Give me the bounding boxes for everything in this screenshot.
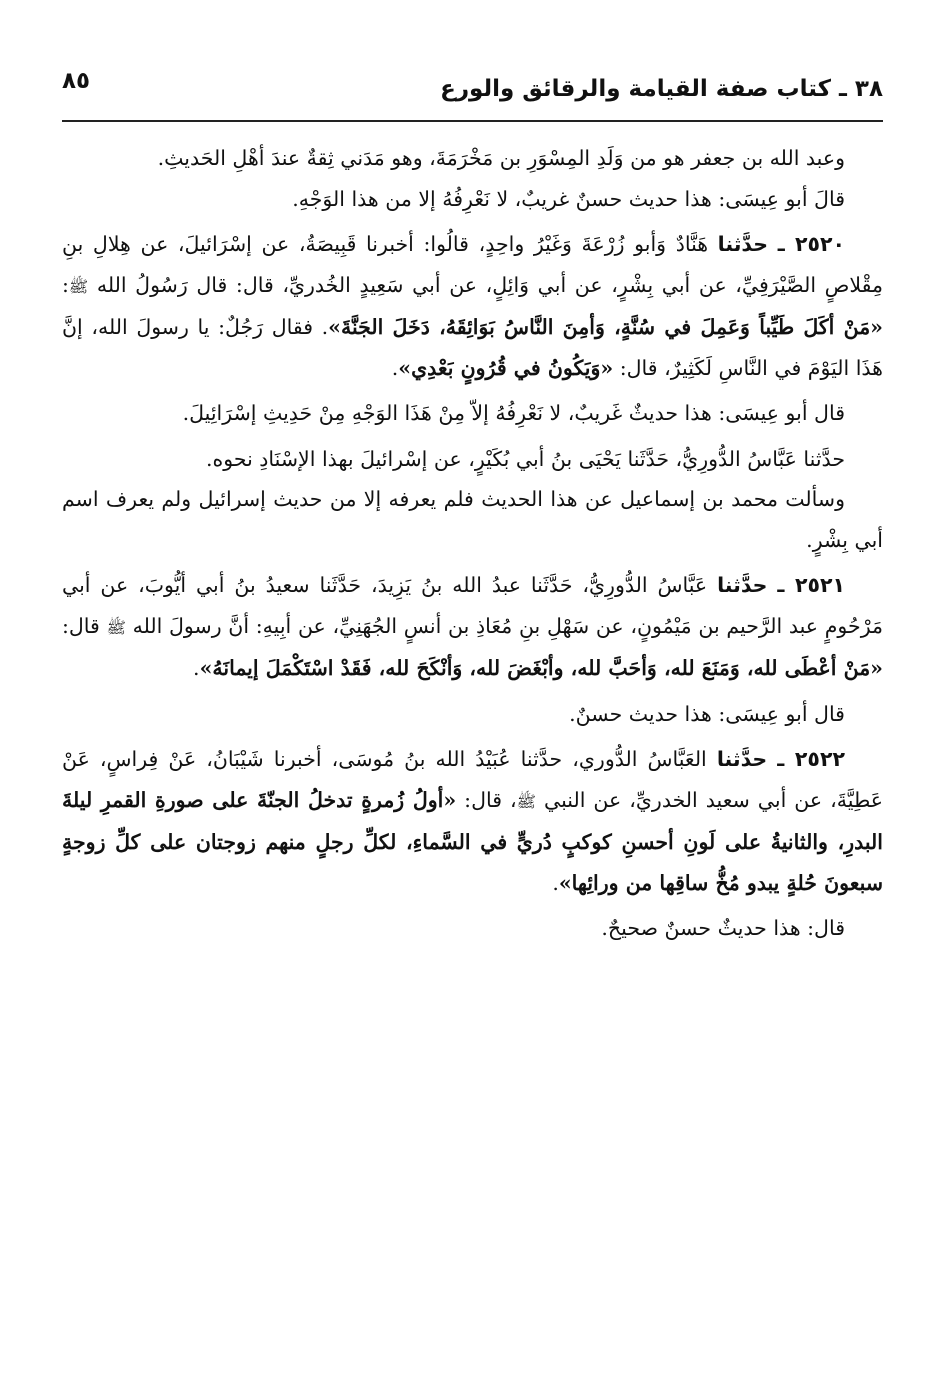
- hadith-text: قال:: [62, 613, 107, 638]
- hadith-number: ٢٥٢٠ ـ: [777, 232, 845, 256]
- hadith-text: .: [552, 870, 559, 895]
- main-text: [62, 138, 883, 954]
- hadith-text: ، قال:: [456, 787, 517, 812]
- prophetic-quote: «وَيَكُونُ في قُرُونٍ بَعْدِي»: [398, 355, 614, 380]
- hadith-text: :: [62, 272, 69, 297]
- paragraph-bukhari-question: وسألت محمد بن إسماعيل عن هذا الحديث فلم يعرفه إلا من حديث إسرائيل ولم يعرف اسم أبي بِشْرٍ.: [62, 487, 883, 552]
- hadith-opening-word: حدَّثنا: [716, 747, 768, 771]
- prophetic-quote: «مَنْ أكَلَ طَيِّباً وَعَمِلَ في سُنَّةٍ، وَأمِنَ النَّاسُ بَوَائِقَهُ، دَخَلَ الجَنَّةَ»: [328, 315, 883, 339]
- prophetic-quote: «أولُ زُمرةٍ تدخلُ الجنّةَ على صورةِ القمرِ ليلةَ البدرِ، والثانيةُ على لَونِ أحسنِ كوكبٍ دُريٍّ في السَّماءِ، لكلِّ رجلٍ منهم زوجتان على كلِّ زوجةٍ سبعونَ حُلةٍ يبدو مُخُّ ساقِها من ورائِها»: [62, 787, 883, 895]
- salawat-ligature: ﷺ: [516, 791, 536, 811]
- hadith-text: .: [193, 656, 200, 680]
- hadith-number: ٢٥٢٢ ـ: [777, 747, 845, 771]
- hadith-text: .: [391, 355, 399, 380]
- page-number: ٨٥: [62, 68, 91, 94]
- hadith-2521: [62, 565, 883, 689]
- hadith-opening-word: حدَّثنا: [717, 232, 769, 256]
- paragraph-abu-isa-comment-1: قالَ أبو عِيسَى: هذا حديث حسنٌ غريبٌ، لا نَعْرِفُهُ إلا من هذا الوَجْهِ.: [292, 186, 845, 211]
- running-title: ٣٨ ـ كتاب صفة القيامة والرقائق والورع: [440, 76, 883, 102]
- salawat-ligature: ﷺ: [68, 276, 89, 296]
- paragraph-alternate-chain: حدَّثنا عَبَّاسُ الدُّورِيُّ، حَدَّثَنا يَحْيَى بنُ أبي بُكَيْرٍ، عن إسْرائيلَ بهذا الإسْنَادِ نحوه.: [206, 446, 845, 471]
- paragraph-narrator-note: وعبد الله بن جعفر هو من وَلَدِ المِسْوَرِ بن مَخْرَمَةَ، وهو مَدَني ثِقةٌ عندَ أهْلِ الحَديثِ.: [157, 146, 845, 170]
- hadith-isnad: عَبَّاسُ الدُّورِيُّ، حَدَّثَنا عبدُ الله بنُ يَزِيدَ، حَدَّثَنا سعيدُ بنُ أبي أيُّوبَ، عن أبي مَرْحُومٍ عبد الرَّحيم بن مَيْمُونٍ، عن سَهْلِ بنِ مُعَاذِ بن أنسٍ الجُهَنِيِّ، عن أبِيهِ: أنَّ رسولَ الله: [62, 573, 883, 638]
- paragraph-abu-isa-comment-3: قال أبو عِيسَى: هذا حديث حسنٌ.: [569, 701, 845, 726]
- hadith-opening-word: حدَّثنا: [717, 573, 768, 597]
- hadith-number: ٢٥٢١ ـ: [777, 573, 845, 597]
- hadith-2522: [62, 739, 883, 903]
- hadith-isnad: العَبَّاسُ الدُّوري، حدَّثنا عُبَيْدُ الله بنُ مُوسَى، أخبرنا شَيْبَانُ، عَنْ فِراسٍ، عَنْ عَطِيَّةَ، عن أبي سعيد الخدريِّ، عن النبي: [62, 747, 883, 812]
- prophetic-quote: «مَنْ أعْطَى لله، وَمَنَعَ لله، وَأحَبَّ لله، وأبْغَضَ لله، وَأنْكَحَ لله، فَقَدْ اسْتَكْمَلَ إيمانَهُ»: [199, 656, 883, 680]
- salawat-ligature: ﷺ: [106, 617, 126, 637]
- hadith-text: . فقال رَجُلٌ: يا رسولَ الله، إنَّ هَذَا اليَوْمَ في النَّاسِ لَكَثِيرٌ، قال:: [62, 315, 883, 380]
- paragraph-abu-isa-comment-2: قال أبو عِيسَى: هذا حديثٌ غَريبٌ، لا نَعْرِفُهُ إلاّ مِنْ هَذَا الوَجْهِ مِنْ حَدِيثِ إسْرَائِيلَ.: [182, 401, 845, 425]
- paragraph-final-grading: قال: هذا حديثٌ حسنٌ صحيحٌ.: [601, 916, 845, 940]
- hadith-2520: [62, 224, 883, 388]
- page-header: [62, 62, 883, 122]
- hadith-isnad: هَنَّادٌ وَأبو زُرْعَةَ وَغَيْرُ واحِدٍ، قالُوا: أخبرنا قَبِيصَةُ، عن إسْرَائيلَ، عن هِلالِ بنِ مِقْلاصٍ الصَّيْرَفِيِّ، عن أبي بِشْرٍ، عن أبي وَائِلٍ، عن أبي سَعِيدٍ الخُدريِّ، قال: قال رَسُولُ الله: [62, 232, 883, 297]
